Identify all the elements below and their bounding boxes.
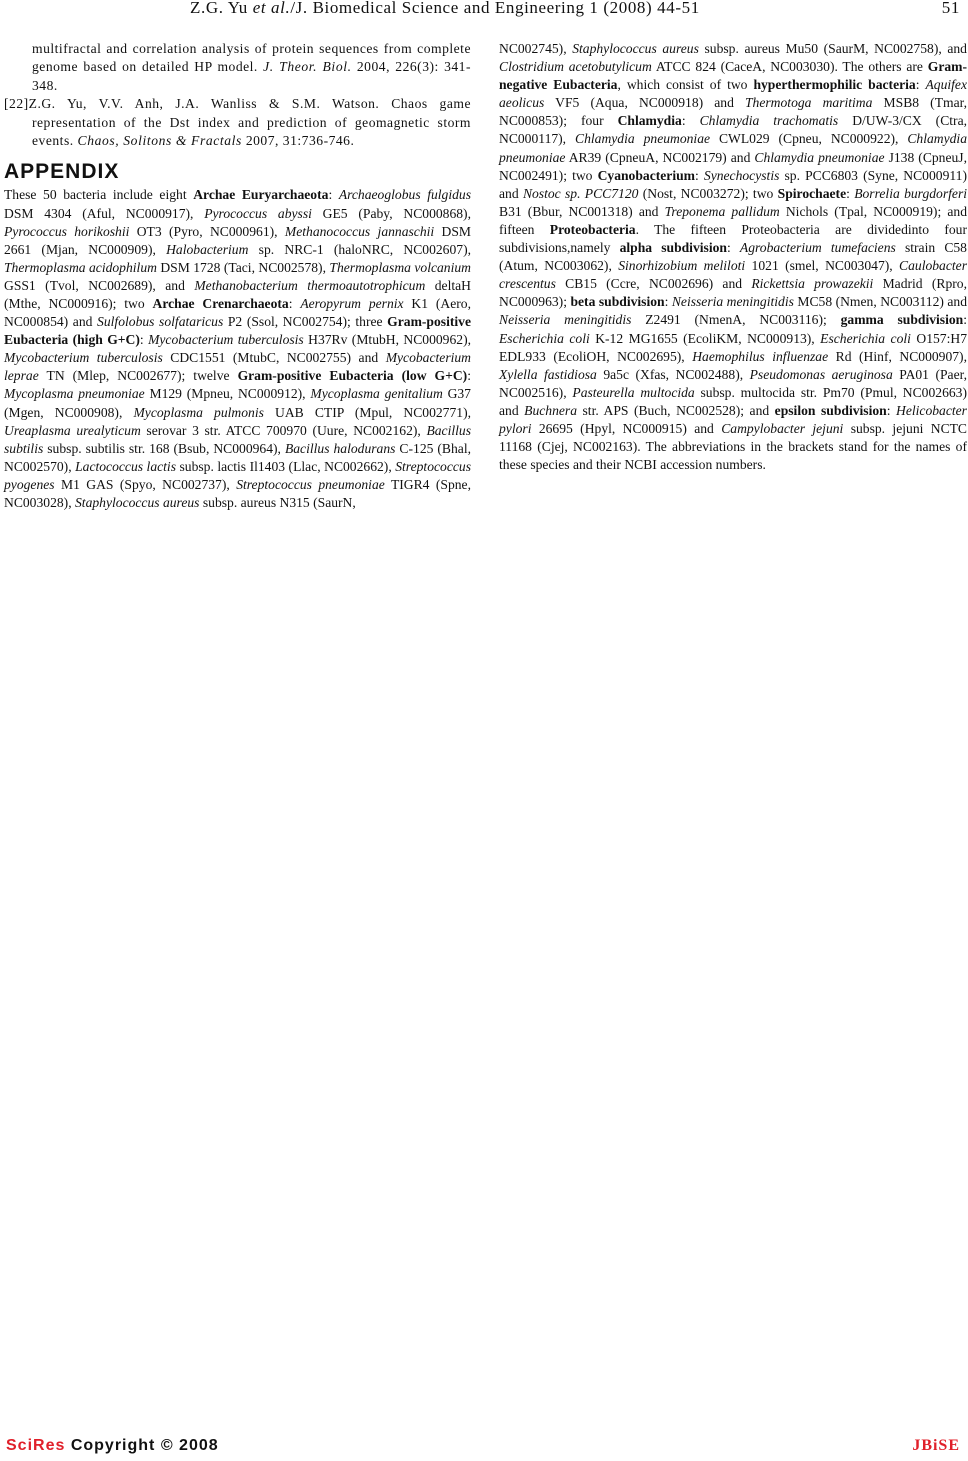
species-name: Chlamydia pneumoniae xyxy=(575,131,711,147)
species-name: Aquifex aeolicus xyxy=(499,77,967,111)
txt: : xyxy=(695,167,704,183)
txt: : xyxy=(467,368,471,384)
species-name: Ureaplasma urealyticum xyxy=(4,422,141,438)
species-name: Campylobacter jejuni xyxy=(721,420,844,436)
species-name: Thermoplasma volcanium xyxy=(329,259,471,275)
txt: B31 (Bbur, NC001318) and xyxy=(499,203,665,219)
txt: : xyxy=(886,402,896,418)
footer-copyright xyxy=(6,1437,219,1455)
txt: 9a5c (Xfas, NC002488), xyxy=(596,366,750,382)
running-head xyxy=(0,0,968,22)
species-name: Xylella fastidiosa xyxy=(499,366,597,382)
species-name: Escherichia coli xyxy=(499,330,590,346)
txt: , which consist of two xyxy=(617,77,754,93)
group-label: Archae Euryarchaeota xyxy=(193,187,329,203)
txt: 1021 (smel, NC003047), xyxy=(745,258,900,274)
txt: subsp. subtilis str. 168 (Bsub, NC000964), xyxy=(43,440,285,456)
txt: Madrid (Rpro, NC000963); xyxy=(499,276,967,310)
journal-abbreviation: JBiSE xyxy=(912,1437,960,1454)
txt: : xyxy=(681,113,700,129)
species-name: Pyrococcus abyssi xyxy=(204,205,312,221)
txt: . The fifteen Proteobacteria are dividedinto four subdivisions,namely xyxy=(499,221,967,256)
appendix-heading: APPENDIX xyxy=(4,160,120,184)
species-name: Streptococcus pneumoniae xyxy=(236,476,385,492)
txt: : xyxy=(846,185,855,201)
running-head-etal: et al. xyxy=(252,0,291,17)
species-name: Thermotoga maritima xyxy=(745,95,873,111)
txt: TIGR4 (Spne, NC003028), xyxy=(4,476,471,511)
group-label: gamma subdivision xyxy=(840,312,964,328)
ref22-journal: Chaos, Solitons & Fractals xyxy=(77,133,242,149)
group-label: Chlamydia xyxy=(617,113,682,129)
species-name: Sinorhizobium meliloti xyxy=(618,258,746,274)
txt: subsp. aureus Mu50 (SaurM, NC002758), and xyxy=(698,41,967,56)
txt: P2 (Ssol, NC002754); three xyxy=(223,314,388,330)
txt: O157:H7 EDL933 (EcoliOH, NC002695), xyxy=(499,330,967,364)
ref22-text: [22]Z.G. Yu, V.V. Anh, J.A. Wanliss & S.M. Watson. Chaos game representation of the Dst index and prediction of geomagnetic storm events. xyxy=(4,96,471,149)
group-label: Gram-positive Eubacteria (low G+C) xyxy=(237,368,468,384)
page-footer xyxy=(0,1437,968,1459)
species-name: Pyrococcus horikoshii xyxy=(4,223,130,239)
txt: DSM 4304 (Aful, NC000917), xyxy=(4,205,205,221)
species-name: Helicobacter pylori xyxy=(499,402,967,436)
txt: PA01 (Paer, NC002516), xyxy=(499,366,967,400)
species-name: Aeropyrum pernix xyxy=(300,296,404,311)
species-name: Synechocystis xyxy=(703,167,780,183)
page-number: 51 xyxy=(941,0,960,17)
copyright-text: Copyright © 2008 xyxy=(65,1437,219,1454)
txt: subsp. lactis Il1403 (Llac, NC002662), xyxy=(176,458,396,474)
ref22-volume: 2007, 31:736-746. xyxy=(241,133,355,149)
txt: : xyxy=(139,332,149,348)
running-head-journal: /J. Biomedical Science and Engineering 1 (2008) 44-51 xyxy=(290,0,700,17)
txt: MSB8 (Tmar, NC000853); four xyxy=(499,95,967,129)
txt: M1 GAS (Spyo, NC002737), xyxy=(54,476,237,492)
reference-21-tail xyxy=(4,40,471,95)
txt: DSM 1728 (Taci, NC002578), xyxy=(156,259,330,275)
species-name: Mycoplasma genitalium xyxy=(310,386,443,402)
species-name: Staphylococcus aureus xyxy=(572,41,699,56)
scires-logo: SciRes xyxy=(6,1437,66,1454)
txt: GE5 (Paby, NC000868), xyxy=(311,205,471,221)
appendix-paragraph-part2 xyxy=(499,40,967,474)
group-label: beta subdivision xyxy=(570,294,665,310)
ref21-journal: J. Theor. Biol. xyxy=(263,59,352,75)
species-name: Clostridium acetobutylicum xyxy=(499,59,652,75)
species-name: Mycobacterium tuberculosis xyxy=(4,350,163,366)
txt: D/UW-3/CX (Ctra, NC000117), xyxy=(499,113,968,147)
species-name: Bacillus subtilis xyxy=(4,422,472,456)
txt: : xyxy=(664,294,672,310)
txt: DSM 2661 (Mjan, NC000909), xyxy=(4,223,471,257)
txt: These 50 bacteria include eight xyxy=(4,187,194,203)
txt: sp. NRC-1 (haloNRC, NC002607), xyxy=(248,241,471,257)
species-name: Methanobacterium thermoautotrophicum xyxy=(194,277,426,293)
group-label: Gram-positive Eubacteria (high G+C) xyxy=(4,314,471,348)
group-label: hyperthermophilic bacteria xyxy=(753,77,916,93)
txt: strain C58 (Atum, NC003062), xyxy=(499,240,967,274)
txt: G37 (Mgen, NC000908), xyxy=(4,386,471,420)
txt: serovar 3 str. ATCC 700970 (Uure, NC002162), xyxy=(140,422,427,438)
species-name: Mycoplasma pneumoniae xyxy=(4,386,145,402)
txt: Rd (Hinf, NC000907), xyxy=(828,348,967,364)
txt: CDC1551 (MtubC, NC002755) and xyxy=(162,350,386,366)
species-name: Haemophilus influenzae xyxy=(692,348,829,364)
ref21-text: multifractal and correlation analysis of protein sequences from complete genome based on detailed HP model. xyxy=(32,41,471,75)
txt: CB15 (Ccre, NC002696) and xyxy=(555,276,752,292)
txt: deltaH (Mthe, NC000916); two xyxy=(4,277,471,311)
txt: M129 (Mpneu, NC000912), xyxy=(144,386,311,402)
txt: subsp. jejuni NCTC 11168 (Cjej, NC002163). The abbreviations in the brackets stand for the names of these species and their NCBI accession numbers. xyxy=(499,420,968,473)
txt: CWL029 (Cpneu, NC000922), xyxy=(710,131,908,147)
txt: : xyxy=(328,187,339,203)
txt: : xyxy=(288,296,301,311)
species-name: Treponema pallidum xyxy=(664,203,780,219)
txt: K-12 MG1655 (EcoliKM, NC000913), xyxy=(589,330,821,346)
group-label: Gram-negative Eubacteria xyxy=(499,59,968,93)
reference-22 xyxy=(4,95,471,150)
species-name: Nostoc sp. PCC7120 xyxy=(522,185,639,201)
running-head-title xyxy=(190,0,700,18)
group-label: Spirochaete xyxy=(777,185,847,201)
txt: NC002745), xyxy=(499,41,573,56)
species-name: Caulobacter crescentus xyxy=(499,258,967,292)
species-name: Chlamydia trachomatis xyxy=(699,113,839,129)
species-name: Neisseria meningitidis xyxy=(671,294,794,310)
species-name: Chlamydia pneumoniae xyxy=(499,131,968,165)
group-label: Proteobacteria xyxy=(549,221,636,237)
txt: : xyxy=(963,312,967,328)
group-label: epsilon subdivision xyxy=(774,402,887,418)
species-name: Buchnera xyxy=(524,402,577,418)
running-head-authors: Z.G. Yu xyxy=(190,0,253,17)
txt: subsp. multocida str. Pm70 (Pmul, NC002663) and xyxy=(499,384,967,418)
appendix-paragraph-part1 xyxy=(4,186,471,512)
species-name: Agrobacterium tumefaciens xyxy=(739,240,896,256)
species-name: Sulfolobus solfataricus xyxy=(97,314,224,330)
txt: H37Rv (MtubH, NC000962), xyxy=(303,332,472,348)
txt: VF5 (Aqua, NC000918) and xyxy=(544,95,745,111)
species-name: Thermoplasma acidophilum xyxy=(4,259,157,275)
ref21-volume: 2004, 226(3): 341-348. xyxy=(32,59,472,93)
species-name: Borrelia burgdorferi xyxy=(854,185,968,201)
species-name: Halobacterium xyxy=(166,241,249,257)
species-name: Rickettsia prowazekii xyxy=(751,276,874,292)
species-name: Mycobacterium leprae xyxy=(4,350,471,384)
txt: K1 (Aero, NC000854) and xyxy=(4,296,471,330)
txt: J138 (CpneuJ, NC002491); two xyxy=(499,149,968,183)
species-name: Pseudomonas aeruginosa xyxy=(749,366,893,382)
txt: subsp. aureus N315 (SaurN, xyxy=(199,495,356,511)
left-column xyxy=(4,40,471,512)
species-name: Pasteurella multocida xyxy=(572,384,695,400)
txt: AR39 (CpneuA, NC002179) and xyxy=(565,149,755,165)
species-name: Lactococcus lactis xyxy=(75,458,176,474)
txt: TN (Mlep, NC002677); twelve xyxy=(38,368,238,384)
txt: sp. PCC6803 (Syne, NC000911) and xyxy=(499,167,967,201)
species-name: Mycoplasma pulmonis xyxy=(133,404,264,420)
txt: GSS1 (Tvol, NC002689), and xyxy=(4,277,195,293)
txt: ATCC 824 (CaceA, NC003030). The others are xyxy=(651,59,928,75)
txt: 26695 (Hpyl, NC000915) and xyxy=(531,420,722,436)
species-name: Bacillus halodurans xyxy=(284,440,396,456)
txt: : xyxy=(726,240,740,256)
txt: Z2491 (NmenA, NC003116); xyxy=(631,312,841,328)
species-name: Mycobacterium tuberculosis xyxy=(148,332,304,348)
txt: Nichols (Tpal, NC000919); and fifteen xyxy=(499,203,967,237)
txt: C-125 (Bhal, NC002570), xyxy=(4,440,471,474)
txt: : xyxy=(915,77,926,93)
right-column xyxy=(499,40,967,474)
species-name: Staphylococcus aureus xyxy=(75,495,200,511)
species-name: Archaeoglobus fulgidus xyxy=(338,187,472,203)
species-name: Chlamydia pneumoniae xyxy=(754,149,885,165)
group-label: alpha subdivision xyxy=(619,240,727,256)
group-label: Cyanobacterium xyxy=(597,167,695,183)
species-name: Methanococcus jannaschii xyxy=(284,223,435,239)
group-label: Archae Crenarchaeota xyxy=(152,296,289,311)
species-name: Escherichia coli xyxy=(820,330,911,346)
txt: UAB CTIP (Mpul, NC002771), xyxy=(263,404,471,420)
txt: (Nost, NC003272); two xyxy=(638,185,778,201)
txt: str. APS (Buch, NC002528); and xyxy=(577,402,775,418)
txt: MC58 (Nmen, NC003112) and xyxy=(793,294,967,310)
species-name: Neisseria meningitidis xyxy=(499,312,632,328)
species-name: Streptococcus pyogenes xyxy=(4,458,471,492)
txt: OT3 (Pyro, NC000961), xyxy=(129,223,285,239)
